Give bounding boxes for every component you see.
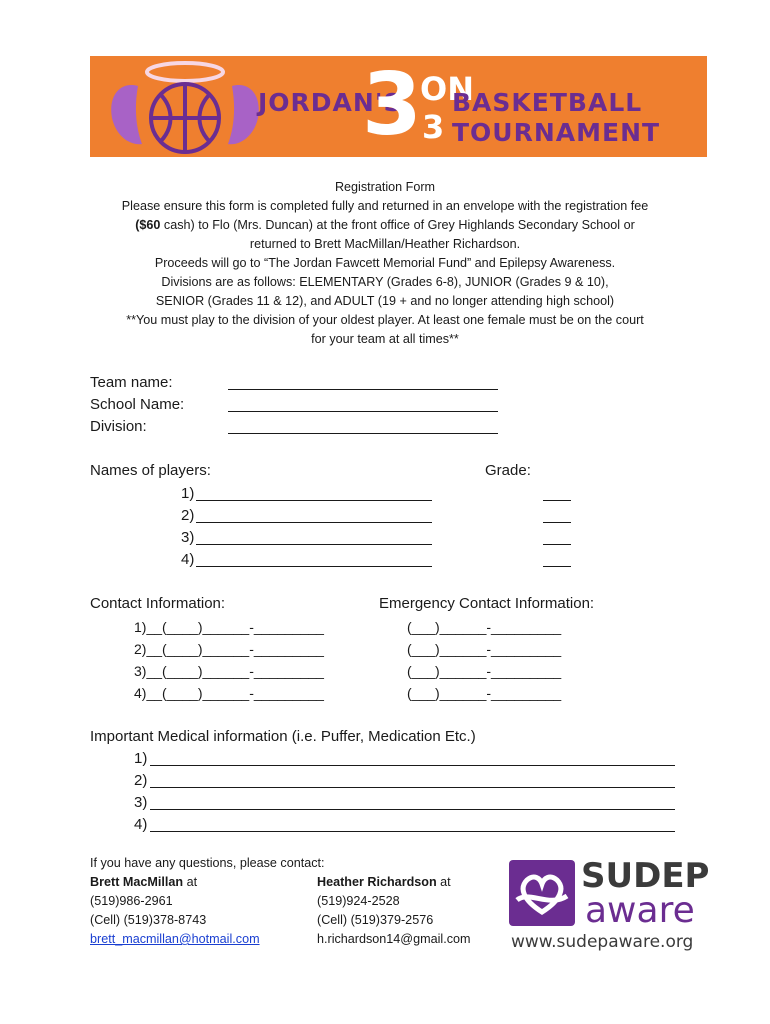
player-name-field[interactable] [196, 510, 432, 523]
banner-word-basketball: BASKETBALL [452, 88, 643, 117]
contact1-name-line [90, 873, 197, 892]
medical-info-field[interactable] [150, 775, 675, 788]
divisions-line-2: SENIOR (Grades 11 & 12), and ADULT (19 + and no longer attending high school) [155, 294, 615, 308]
instructions-line-1: Please ensure this form is completed fully and returned in an envelope with the registration fee [121, 199, 649, 213]
emergency-phone-field[interactable]: (___)______-_________ [407, 685, 562, 701]
medical-info-field[interactable] [150, 819, 675, 832]
player-name-field[interactable] [196, 532, 432, 545]
banner-on: ON [420, 70, 474, 108]
banner-word-jordans: JORDAN'S [258, 88, 403, 117]
player-grade-field[interactable] [543, 488, 571, 501]
grade-label: Grade: [485, 462, 531, 479]
contact1-at: at [183, 875, 198, 889]
instructions-line-2-text: cash) to Flo (Mrs. Duncan) at the front office of Grey Highlands Secondary School or [160, 218, 635, 232]
emergency-contact-label: Emergency Contact Information: [379, 595, 595, 612]
contact-phone-field[interactable]: 4)__(____)______-_________ [134, 685, 324, 701]
division-label: Division: [90, 418, 147, 435]
contact2-name: Heather Richardson [317, 875, 437, 889]
banner-word-tournament: TOURNAMENT [452, 118, 661, 147]
contact2-cell: (Cell) (519)379-2576 [317, 913, 434, 927]
player-row-number: 1) [181, 485, 195, 502]
team-name-field[interactable] [228, 377, 498, 390]
medical-row-number: 3) [134, 794, 148, 811]
school-name-field[interactable] [228, 399, 498, 412]
medical-row-number: 4) [134, 816, 148, 833]
player-row-number: 4) [181, 551, 195, 568]
instructions-line-4: Proceeds will go to “The Jordan Fawcett Memorial Fund” and Epilepsy Awareness. [154, 256, 616, 270]
contact2-name-line [317, 873, 451, 892]
medical-info-field[interactable] [150, 797, 675, 810]
sudep-url: www.sudepaware.org [511, 932, 694, 952]
instructions-line-2 [0, 216, 770, 235]
division-field[interactable] [228, 421, 498, 434]
player-row-number: 3) [181, 529, 195, 546]
medical-info-field[interactable] [150, 753, 675, 766]
banner-small-three: 3 [422, 108, 445, 146]
fee-amount: ($60 [135, 218, 161, 232]
contact2-at: at [436, 875, 451, 889]
contact-phone-field[interactable]: 1)__(____)______-_________ [134, 619, 324, 635]
emergency-phone-field[interactable]: (___)______-_________ [407, 619, 562, 635]
player-grade-field[interactable] [543, 510, 571, 523]
contact1-cell: (Cell) (519)378-8743 [90, 913, 207, 927]
form-title: Registration Form [334, 180, 436, 194]
banner-big-three: 3 [362, 56, 422, 155]
player-grade-field[interactable] [543, 532, 571, 545]
contact2-email: h.richardson14@gmail.com [317, 932, 471, 946]
divisions-line-1: Divisions are as follows: ELEMENTARY (Grades 6-8), JUNIOR (Grades 9 & 10), [161, 275, 609, 289]
contact1-email-link[interactable]: brett_macmillan@hotmail.com [90, 932, 260, 946]
medical-row-number: 1) [134, 750, 148, 767]
sudep-aware-logo [509, 858, 709, 954]
rules-line-1: **You must play to the division of your oldest player. At least one female must be on the court [126, 313, 644, 327]
player-name-field[interactable] [196, 554, 432, 567]
sudep-heart-icon [509, 860, 575, 926]
players-label: Names of players: [90, 462, 211, 479]
contact-phone-field[interactable]: 3)__(____)______-_________ [134, 663, 324, 679]
instructions-line-3: returned to Brett MacMillan/Heather Richardson. [249, 237, 521, 251]
contact1-name: Brett MacMillan [90, 875, 184, 889]
rules-line-2: for your team at all times** [311, 332, 459, 346]
player-row-number: 2) [181, 507, 195, 524]
player-name-field[interactable] [196, 488, 432, 501]
medical-row-number: 2) [134, 772, 148, 789]
contact-phone-field[interactable]: 2)__(____)______-_________ [134, 641, 324, 657]
player-grade-field[interactable] [543, 554, 571, 567]
contact-info-label: Contact Information: [90, 595, 226, 612]
emergency-phone-field[interactable]: (___)______-_________ [407, 641, 562, 657]
questions-text: If you have any questions, please contact: [90, 856, 325, 870]
contact1-phone: (519)986-2961 [90, 894, 173, 908]
emergency-phone-field[interactable]: (___)______-_________ [407, 663, 562, 679]
medical-info-label: Important Medical information (i.e. Puffer, Medication Etc.) [90, 728, 476, 745]
team-name-label: Team name: [90, 374, 173, 391]
aware-word: aware [585, 890, 695, 931]
tournament-banner [90, 56, 707, 157]
sudep-word: SUDEP [581, 856, 710, 896]
school-name-label: School Name: [90, 396, 185, 413]
contact2-phone: (519)924-2528 [317, 894, 400, 908]
